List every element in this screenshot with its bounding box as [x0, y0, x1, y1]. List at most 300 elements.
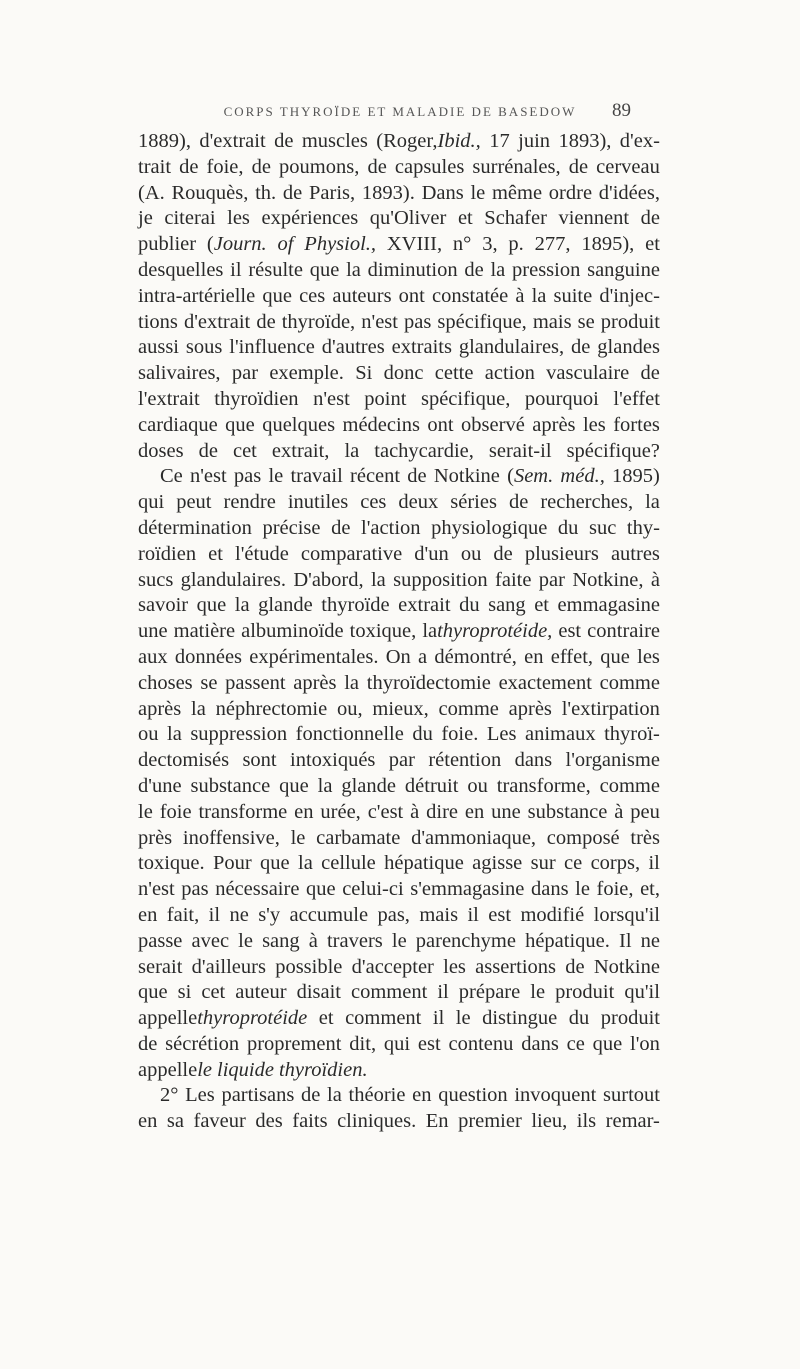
word: surrénales, [472, 155, 561, 178]
word: aussi [138, 336, 179, 359]
word: il [208, 903, 221, 926]
word: l'étude [235, 542, 289, 565]
word: capsules [394, 155, 465, 178]
word: appelle [138, 1058, 198, 1081]
word: (Roger, [376, 130, 438, 152]
word: poumons, [279, 155, 360, 178]
word: thy- [626, 516, 660, 539]
word: choses [138, 671, 193, 694]
word: savoir [138, 594, 189, 617]
word: suppression [190, 723, 288, 746]
word: est [488, 903, 512, 926]
word: que [309, 258, 340, 281]
word: fonctionnelle [295, 723, 404, 746]
word: à [515, 284, 525, 307]
word: modifié [520, 903, 585, 926]
text-line [138, 1032, 660, 1058]
word: accumule [289, 903, 369, 926]
word: travail [290, 465, 343, 488]
word: et [457, 207, 473, 230]
text-line [138, 181, 660, 207]
word: th. [255, 181, 277, 204]
word: d'ex- [619, 130, 660, 152]
word: juin [518, 130, 551, 152]
word: que [262, 284, 292, 307]
word: ou [460, 542, 482, 565]
word: en [138, 903, 158, 926]
word: question [438, 1084, 508, 1107]
word: Il [619, 929, 632, 952]
word: d'ailleurs [191, 955, 266, 978]
word: faveur [193, 1110, 246, 1133]
word: hépatique. [525, 929, 610, 952]
text-line [138, 232, 660, 258]
italic-word: Physiol., [304, 233, 377, 256]
word: exactement [498, 671, 592, 694]
word: une [491, 800, 521, 823]
word: premier [458, 1110, 522, 1133]
word: le [290, 826, 306, 849]
word: comme [438, 697, 499, 720]
word: trait [138, 155, 172, 178]
word: remar- [605, 1110, 660, 1133]
word: de [565, 955, 585, 978]
word: la [234, 594, 250, 617]
word: en [524, 645, 544, 668]
text-line [138, 1109, 660, 1135]
word: sous [185, 336, 223, 359]
word: de [493, 542, 513, 565]
word: de [640, 362, 660, 385]
text-line [138, 980, 660, 1006]
word: 1893). [361, 181, 415, 204]
word: desquelles [138, 258, 224, 281]
word: l'extrait [138, 387, 200, 410]
word: du [459, 594, 480, 617]
italic-word: of [277, 233, 294, 256]
text-line [138, 877, 660, 903]
word: d'accepter [351, 955, 434, 978]
word: sang [488, 594, 526, 617]
word: ces [360, 491, 387, 514]
word: vasculaire [546, 362, 630, 385]
word: expériences [261, 207, 359, 230]
word: les [582, 413, 606, 436]
word: En [425, 1110, 449, 1133]
word: de [274, 130, 294, 152]
word: Les [486, 723, 517, 746]
text-line [138, 851, 660, 877]
word: les [443, 955, 466, 978]
word: qu'il [624, 981, 660, 1004]
word: il [230, 258, 242, 281]
word: tions [138, 310, 178, 333]
word: thyroï- [604, 723, 660, 746]
word: 1889), [138, 130, 191, 152]
word: une [138, 620, 168, 643]
word: doses [138, 439, 184, 462]
word: rendre [223, 491, 276, 514]
word: s'emmagasine [410, 878, 525, 901]
italic-word: le [197, 1058, 212, 1081]
word: foie, [596, 878, 634, 901]
italic-word: thyroïdien. [278, 1058, 368, 1081]
word: suc [588, 516, 617, 539]
word: contenu [448, 1032, 514, 1055]
word: de [251, 155, 271, 178]
word: d'extrait [183, 310, 251, 333]
text-line [138, 568, 660, 594]
word: faite [495, 568, 532, 591]
text-line [138, 697, 660, 723]
word: après [293, 671, 337, 694]
word: cellule [321, 852, 376, 875]
word: sécrétion [165, 1032, 240, 1055]
word: de [198, 439, 218, 462]
word: séries [450, 491, 497, 514]
word: agisse [472, 852, 523, 875]
word: que [279, 774, 309, 797]
word: invoquent [514, 1084, 597, 1107]
word: lorsqu'il [593, 903, 660, 926]
word: en [138, 1110, 158, 1133]
word: cette [434, 362, 474, 385]
word: ( [507, 465, 514, 488]
word: c'est [367, 800, 404, 823]
word: substance [190, 774, 271, 797]
word: que [592, 1032, 623, 1055]
italic-word: Journ. [213, 233, 267, 256]
word: pas [181, 878, 209, 901]
word: la [344, 439, 360, 462]
word: glandulaires, [458, 336, 565, 359]
word: partisans [221, 1084, 295, 1107]
word: hépatique [384, 852, 464, 875]
word: ne [640, 929, 660, 952]
word: Rouquès, [171, 181, 249, 204]
word: qui [138, 491, 165, 514]
word: rétention [428, 749, 502, 772]
word: comparative [300, 542, 403, 565]
italic-word: thyroprotéide [197, 1007, 308, 1030]
word: glandulaires. [180, 568, 286, 591]
word: n'est [361, 310, 398, 333]
word: nécessaire [215, 878, 300, 901]
word: corps, [590, 852, 641, 875]
word: que [138, 981, 168, 1004]
word: toxique. [138, 852, 205, 875]
word: précise [262, 516, 321, 539]
word: Ce [160, 465, 183, 488]
word: le [530, 981, 546, 1004]
word: effet, [550, 645, 594, 668]
word: après [138, 697, 182, 720]
word: XVIII, [386, 233, 443, 256]
word: à [308, 929, 318, 952]
word: extrait, [271, 439, 330, 462]
word: après [508, 697, 552, 720]
word: pas [233, 465, 262, 488]
word: le [138, 800, 153, 823]
word: cet [201, 981, 226, 1004]
word: tachycardie, [374, 439, 474, 462]
word: aux [138, 645, 168, 668]
word: Notkine [433, 465, 500, 488]
word: et [645, 233, 660, 256]
word: produit [555, 981, 615, 1004]
word: n'est [189, 465, 227, 488]
word: spécifique, [420, 387, 511, 410]
word: néphrectomie [215, 697, 328, 720]
word: animaux [524, 723, 596, 746]
word: d'autres [321, 336, 385, 359]
word: le [238, 929, 253, 952]
word: dans [514, 749, 553, 772]
word: de [256, 310, 276, 333]
word: d'une [138, 774, 182, 797]
word: la [167, 723, 182, 746]
word: se [200, 671, 218, 694]
word: la [645, 491, 660, 514]
italic-word: méd., [560, 465, 605, 488]
word: cet [232, 439, 257, 462]
word: que [225, 413, 255, 436]
word: cerveau [596, 155, 660, 178]
word: thyroïdien [214, 387, 299, 410]
text-line [138, 361, 660, 387]
word: du [568, 1007, 590, 1030]
word: publier [138, 233, 197, 256]
word: substance [527, 800, 608, 823]
word: ont [427, 413, 454, 436]
text-line [138, 284, 660, 310]
word: dectomisés [138, 749, 230, 772]
word: que [260, 852, 290, 875]
word: en [294, 800, 314, 823]
word: foie. [441, 723, 479, 746]
word: comment [351, 981, 428, 1004]
text-line [138, 800, 660, 826]
word: par [388, 749, 415, 772]
word: deux [398, 491, 439, 514]
word: 277, [534, 233, 571, 256]
word: ou, [336, 697, 363, 720]
word: plusieurs [524, 542, 599, 565]
word: suite [553, 284, 593, 307]
word: que [306, 878, 336, 901]
word: ces [299, 284, 326, 307]
word: mais [532, 310, 572, 333]
word: qui [383, 1032, 411, 1055]
word: glande [258, 594, 313, 617]
word: extraits [391, 336, 452, 359]
word: mieux, [372, 697, 429, 720]
word: les [227, 207, 250, 230]
word: foie, [206, 155, 244, 178]
word: matière [173, 620, 236, 643]
word: donc [383, 362, 424, 385]
word: roïdien [138, 542, 197, 565]
word: transforme, [496, 774, 591, 797]
word: de [640, 207, 660, 230]
word: le [455, 1007, 471, 1030]
word: du [412, 723, 433, 746]
page-number: 89 [612, 100, 631, 121]
word: disait [296, 981, 341, 1004]
word: sucs [138, 568, 174, 591]
word: auteurs [332, 284, 392, 307]
word: extrait [398, 594, 451, 617]
text-line [138, 206, 660, 232]
word: la [346, 258, 361, 281]
text-line [138, 903, 660, 929]
word: 1895), [581, 233, 635, 256]
word: des [255, 1110, 283, 1133]
word: l'action [361, 516, 421, 539]
word: le [470, 181, 486, 204]
word: inutiles [287, 491, 349, 514]
word: physiologique [431, 516, 548, 539]
word: intra-artérielle [138, 284, 256, 307]
italic-word: liquide [217, 1058, 274, 1081]
word: la [344, 671, 360, 694]
word: ou [467, 774, 488, 797]
word: glandes [597, 336, 660, 359]
word: pourquoi [524, 387, 599, 410]
word: le [391, 929, 407, 952]
word: sont [242, 749, 277, 772]
word: fait, [166, 903, 200, 926]
word: d'injec- [599, 284, 660, 307]
word: produit [600, 1007, 660, 1030]
word: et, [640, 878, 660, 901]
word: de [179, 155, 199, 178]
word: que [196, 594, 227, 617]
running-title: CORPS THYROÏDE ET MALADIE DE BASEDOW [223, 104, 577, 119]
word: ce [564, 852, 583, 875]
word: citerai [164, 207, 216, 230]
word: sang [262, 929, 300, 952]
word: constatée [431, 284, 509, 307]
text-line [138, 129, 660, 155]
word: il [467, 903, 479, 926]
word: Les [185, 1084, 215, 1107]
word: thyroïde, [281, 310, 356, 333]
word: et [318, 1007, 334, 1030]
word: de [282, 181, 303, 204]
word: la [327, 1084, 342, 1107]
word: la [370, 568, 386, 591]
word: salivaires, [138, 362, 221, 385]
word: ils [576, 1110, 597, 1133]
word: Notkine [593, 955, 660, 978]
word: théorie [348, 1084, 406, 1107]
word: Notkine, [572, 568, 644, 591]
word: ordre [548, 181, 593, 204]
text-line [138, 1083, 660, 1109]
word: fortes [613, 413, 660, 436]
body-text [138, 129, 660, 1135]
word: qu'Oliver [369, 207, 447, 230]
word: 3, [482, 233, 498, 256]
text-line [138, 464, 660, 490]
word: l'influence [229, 336, 315, 359]
word: sur [530, 852, 556, 875]
word: il [648, 852, 660, 875]
word: n'est [138, 878, 175, 901]
word: peut [176, 491, 212, 514]
text-line [138, 258, 660, 284]
word: résulte [248, 258, 303, 281]
word: est [417, 1032, 441, 1055]
word: la [191, 697, 206, 720]
text-line [138, 619, 660, 645]
word: thyroïde [321, 594, 390, 617]
text-line [138, 645, 660, 671]
text-line [138, 490, 660, 516]
word: distingue [482, 1007, 558, 1030]
word: de [367, 155, 387, 178]
italic-word: Ibid., [437, 130, 481, 152]
word: spécifique, [437, 310, 527, 333]
word: surtout [603, 1084, 660, 1107]
word: p. [508, 233, 524, 256]
word: thyroïdectomie [366, 671, 491, 694]
word: la [317, 774, 333, 797]
word: a [418, 645, 428, 668]
text-line [138, 387, 660, 413]
text-line [138, 439, 660, 465]
word: à [650, 568, 660, 591]
word: ont [398, 284, 425, 307]
word: l'extirpation [561, 697, 660, 720]
word: travers [326, 929, 383, 952]
word: pas [404, 310, 432, 333]
word: inoffensive, [182, 826, 280, 849]
word: l'effet [613, 387, 660, 410]
word: le [575, 878, 590, 901]
word: appelle [138, 1007, 198, 1030]
word: comment [345, 1007, 422, 1030]
word: de [301, 1084, 321, 1107]
word: cardiaque [138, 413, 218, 436]
word: à [614, 800, 624, 823]
word: 17 [489, 130, 510, 152]
word: comme [599, 774, 660, 797]
word: dire [426, 800, 459, 823]
text-line [138, 516, 660, 542]
text-line [138, 1006, 660, 1032]
word: le [268, 465, 284, 488]
word: lieu, [531, 1110, 568, 1133]
word: de [464, 258, 484, 281]
word: du [557, 516, 579, 539]
word: transforme [198, 800, 288, 823]
word: est [558, 620, 582, 643]
word: de [568, 155, 589, 178]
word: récent [350, 465, 401, 488]
word: démontré, [434, 645, 517, 668]
word: Schafer [484, 207, 547, 230]
word: pression [512, 258, 581, 281]
word: passent [225, 671, 286, 694]
word: l'organisme [565, 749, 660, 772]
word: composé [546, 826, 620, 849]
word: très [630, 826, 660, 849]
word: observé [461, 413, 525, 436]
word: se [577, 310, 595, 333]
word: même [491, 181, 543, 204]
